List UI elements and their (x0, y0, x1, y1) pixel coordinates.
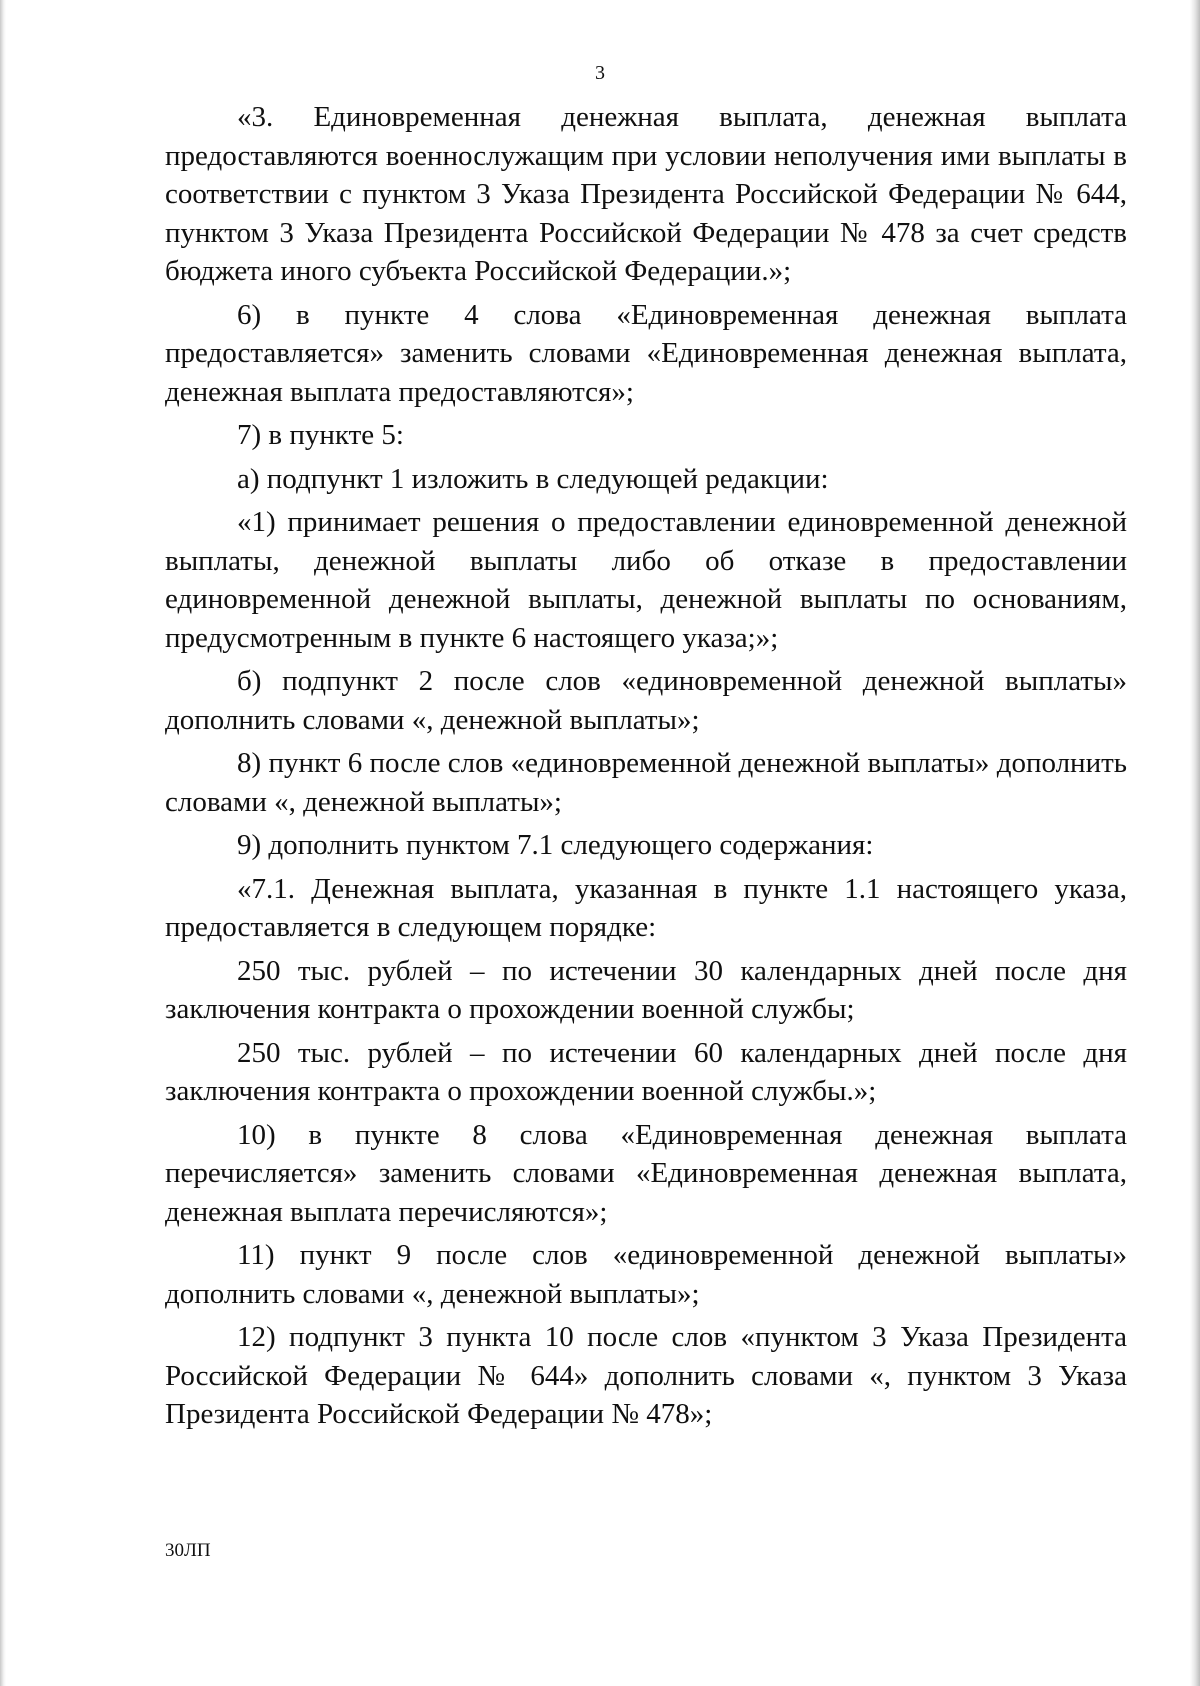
scan-edge-right (1190, 0, 1200, 1686)
paragraph-item-6: 6) в пункте 4 слова «Единовременная денежная выплата предоставляется» заменить словами «Единовременная денежная выплата, денежная выплата предоставляются»; (165, 298, 1127, 408)
paragraph-clause-7-1: «7.1. Денежная выплата, указанная в пункте 1.1 настоящего указа, предоставляется в следующем порядке: (165, 872, 1127, 943)
scan-edge-left (0, 0, 6, 1686)
page-number: 3 (595, 62, 605, 84)
paragraph-subitem-1-text: «1) принимает решения о предоставлении единовременной денежной выплаты, денежной выплаты либо об отказе в предоставлении единовременной денежной выплаты, денежной выплаты по основаниям, предусмотренным в пункте 6 настоящего указа;»; (165, 506, 1127, 654)
paragraph-item-9: 9) дополнить пунктом 7.1 следующего содержания: (237, 829, 874, 861)
paragraph-item-8: 8) пункт 6 после слов «единовременной денежной выплаты» дополнить словами «, денежной выплаты»; (165, 747, 1127, 818)
paragraph-clause-3: «3. Единовременная денежная выплата, денежная выплата предоставляются военнослужащим при условии неполучения ими выплаты в соответствии с пунктом 3 Указа Президента Российской Федерации № 644, пунктом 3 Указа Президента Российской Федерации № 478 за счет средств бюджета иного субъекта Российской Федерации.»; (165, 101, 1127, 287)
paragraph-payment-30-days: 250 тыс. рублей – по истечении 30 календарных дней после дня заключения контракта о прохождении военной службы; (165, 954, 1127, 1025)
paragraph-payment-60-days: 250 тыс. рублей – по истечении 60 календарных дней после дня заключения контракта о прохождении военной службы.»; (165, 1036, 1127, 1107)
paragraph-subitem-a: а) подпункт 1 изложить в следующей редакции: (237, 462, 829, 495)
footer-document-code: 30ЛП (165, 1540, 211, 1561)
paragraph-item-12: 12) подпункт 3 пункта 10 после слов «пунктом 3 Указа Президента Российской Федерации № 644» дополнить словами «, пунктом 3 Указа Президента Российской Федерации № 478»; (165, 1321, 1127, 1430)
paragraph-item-10: 10) в пункте 8 слова «Единовременная денежная выплата перечисляется» заменить словами «Единовременная денежная выплата, денежная выплата перечисляются»; (165, 1118, 1127, 1228)
document-body (165, 98, 1127, 1439)
paragraph-subitem-b: б) подпункт 2 после слов «единовременной денежной выплаты» дополнить словами «, денежной выплаты»; (165, 665, 1127, 736)
paragraph-item-7: 7) в пункте 5: (237, 419, 404, 451)
paragraph-item-11: 11) пункт 9 после слов «единовременной денежной выплаты» дополнить словами «, денежной выплаты»; (165, 1239, 1127, 1310)
